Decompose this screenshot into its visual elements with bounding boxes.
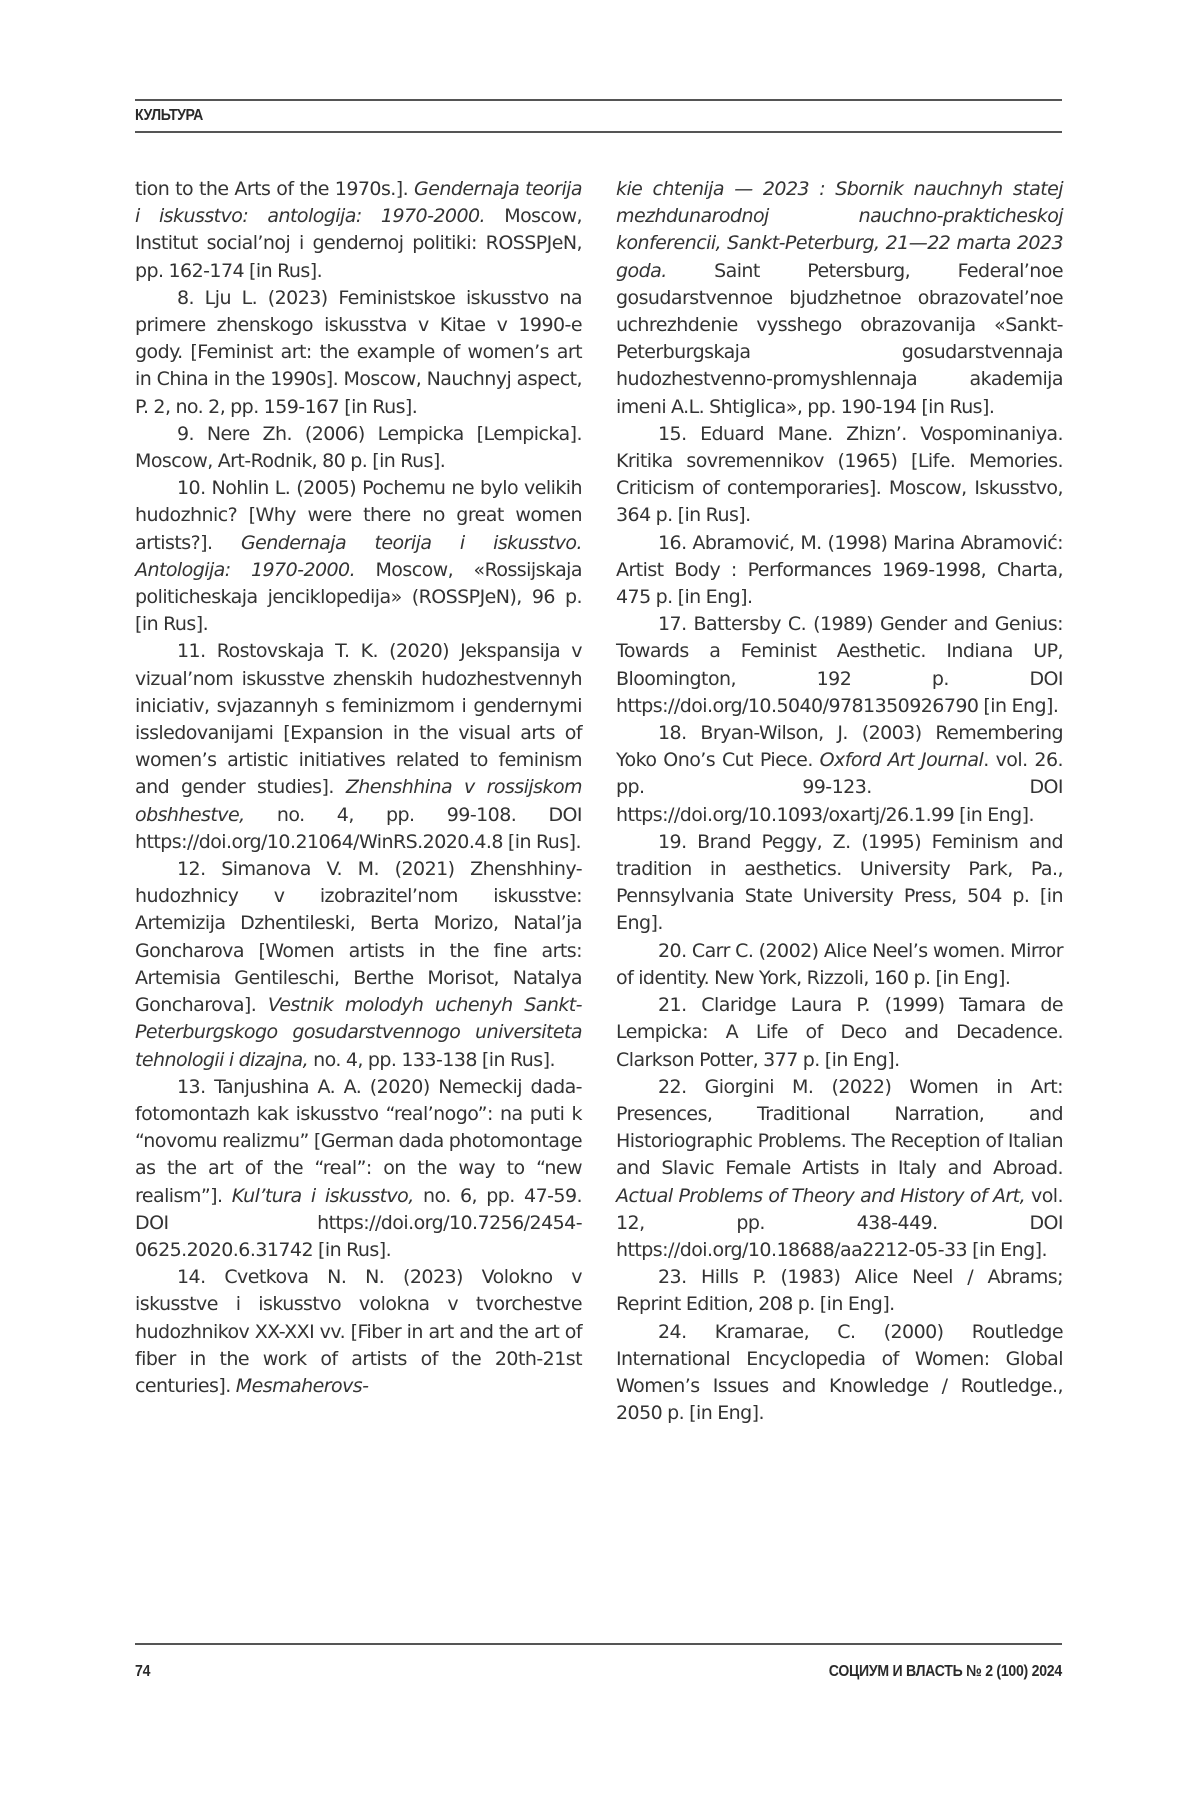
reference-text: 22. Giorgini M. (2022) Women in Art: Presences, Traditional Narration, and Historiographic Problems. The Reception of Italian and Slavic Female Artists in Italy and Abroad. <box>616 1075 1063 1180</box>
references-column-right <box>616 176 1063 1427</box>
reference-item <box>135 475 582 638</box>
reference-text: 15. Eduard Mane. Zhizn’. Vospominaniya. Kritika sovremennikov (1965) [Life. Memories. Criticism of contemporaries]. Moscow, Iskusstvo, 364 p. [in Rus]. <box>616 422 1063 527</box>
header-rule-bottom <box>135 131 1062 133</box>
reference-text: 11. Rostovskaja T. K. (2020) Jekspansija v vizual’nom iskusstve zhenskih hudozhestvennyh iniciativ, svjazannyh s feminizmom i gendernymi issledovanijami [Expansion in the visual arts of women’s artistic initiatives related to feminism and gender studies]. <box>135 640 582 799</box>
reference-text: 10. Nohlin L. (2005) Pochemu ne bylo velikih hudozhnic? [Why were there no great women artists?]. <box>135 477 582 554</box>
reference-text: Moscow, «Rossijskaja politicheskaja jenciklopedija» (ROSSPJeN), 96 p. [in Rus]. <box>135 558 582 636</box>
reference-item <box>616 992 1063 1074</box>
reference-item <box>616 1319 1063 1428</box>
reference-text: Moscow, Institut social’noj i gendernoj politiki: ROSSPJeN, pp. 162-174 [in Rus]. <box>135 205 582 282</box>
reference-item <box>135 1264 582 1400</box>
reference-text: 16. Abramović, M. (1998) Marina Abramović: Artist Body : Performances 1969-1998, Charta, 475 p. [in Eng]. <box>616 531 1063 609</box>
page-number: 74 <box>135 1663 151 1680</box>
reference-source-title: Mesmaherovs- <box>235 1374 369 1397</box>
reference-source-title: Actual Problems of Theory and History of Art, <box>616 1184 1026 1207</box>
references-column-left <box>135 176 582 1400</box>
reference-item <box>135 1074 582 1264</box>
reference-text: 8. Lju L. (2023) Feministskoe iskusstvo na primere zhenskogo iskusstva v Kitae v 1990-e gody. [Feminist art: the example of women’s art in China in the 1990s]. Moscow, Nauchnyj aspect, P. 2, no. 2, pp. 159-167 [in Rus]. <box>135 286 582 418</box>
reference-item <box>135 638 582 856</box>
reference-source-title: Gendernaja teorija i iskusstvo: antologija: 1970-2000. <box>135 178 582 228</box>
reference-text: no. 6, pp. 47-59. DOI https://doi.org/10.7256/2454-0625.2020.6.31742 [in Rus]. <box>135 1184 582 1261</box>
reference-text: 19. Brand Peggy, Z. (1995) Feminism and tradition in aesthetics. University Park, Pa., Pennsylvania State University Press, 504 p. [in Eng]. <box>616 830 1063 935</box>
reference-source-title: Kul’tura i iskusstvo, <box>231 1184 414 1207</box>
reference-source-title: Zhenshhina v rossijskom obshhestve, <box>135 776 582 826</box>
reference-item <box>135 176 582 285</box>
reference-source-title: kie chtenija — 2023 : Sbornik nauchnyh statej mezhdunarodnoj nauchno-prakticheskoj konferencii, Sankt-Peterburg, 21—22 marta 2023 goda. <box>616 178 1063 282</box>
reference-source-title: Oxford Art Journal <box>819 749 984 772</box>
reference-item <box>135 285 582 421</box>
reference-text: no. 4, pp. 133-138 [in Rus]. <box>308 1048 555 1071</box>
reference-text: 18. Bryan-Wilson, J. (2003) Remembering Yoko Ono’s Cut Piece. <box>616 722 1063 772</box>
reference-item <box>135 856 582 1074</box>
reference-item <box>616 1264 1063 1318</box>
reference-source-title: Vestnik molodyh uchenyh Sankt-Peterburgskogo gosudarstvennogo universiteta tehnologii i dizajna, <box>135 994 582 1071</box>
reference-text: . vol. 26. pp. 99-123. DOI https://doi.org/10.1093/oxartj/26.1.99 [in Eng]. <box>616 749 1063 826</box>
reference-text: Saint Petersburg, Federal’noe gosudarstvennoe bjudzhetnoe obrazovatel’noe uchrezhdenie vysshego obrazovanija «Sankt-Peterburgskaja gosudarstvennaja hudozhestvenno-promyshlennaja akademija imeni A.L. Shtiglica», pp. 190-194 [in Rus]. <box>616 259 1063 418</box>
reference-text: no. 4, pp. 99-108. DOI https://doi.org/10.21064/WinRS.2020.4.8 [in Rus]. <box>135 803 582 853</box>
header-rule-top <box>135 99 1062 101</box>
reference-text: vol. 12, pp. 438-449. DOI https://doi.org/10.18688/aa2212-05-33 [in Eng]. <box>616 1184 1063 1261</box>
reference-text: 17. Battersby C. (1989) Gender and Genius: Towards a Feminist Aesthetic. Indiana UP, Bloomington, 192 p. DOI https://doi.org/10.5040/9781350926790 [in Eng]. <box>616 613 1063 717</box>
reference-source-title: Gendernaja teorija i iskusstvo. Antologija: 1970-2000. <box>135 531 582 581</box>
reference-text: 9. Nere Zh. (2006) Lempicka [Lempicka]. Moscow, Art-Rodnik, 80 p. [in Rus]. <box>135 422 582 473</box>
reference-text: 23. Hills P. (1983) Alice Neel / Abrams; Reprint Edition, 208 p. [in Eng]. <box>616 1266 1063 1316</box>
reference-text: tion to the Arts of the 1970s.]. <box>135 178 415 200</box>
reference-item <box>616 611 1063 720</box>
running-head-section: КУЛЬТУРА <box>135 107 203 124</box>
reference-text: 24. Kramarae, C. (2000) Routledge International Encyclopedia of Women: Global Women’s Issues and Knowledge / Routledge., 2050 p. [in Eng]. <box>616 1320 1063 1425</box>
reference-item <box>616 421 1063 530</box>
reference-text: 12. Simanova V. M. (2021) Zhenshhiny-hudozhnicy v izobrazitel’nom iskusstve: Artemizija Dzhentileski, Berta Morizo, Natal’ja Goncharova [Women artists in the fine arts: Artemisia Gentileschi, Berthe Morisot, Natalya Goncharova]. <box>135 858 582 1017</box>
reference-item <box>616 720 1063 829</box>
reference-text: 13. Tanjushina A. A. (2020) Nemeckij dada-fotomontazh kak iskusstvo “real’nogo”: na puti k “novomu realizmu” [German dada photomontage as the art of the “real”: on the way to “new realism”]. <box>135 1075 582 1207</box>
reference-item <box>135 421 582 475</box>
journal-title: СОЦИУМ И ВЛАСТЬ № 2 (100) 2024 <box>828 1663 1062 1680</box>
reference-item <box>616 938 1063 992</box>
reference-item <box>616 530 1063 612</box>
reference-item <box>616 829 1063 938</box>
reference-text: 14. Cvetkova N. N. (2023) Volokno v iskusstve i iskusstvo volokna v tvorchestve hudozhnikov XX-XXI vv. [Fiber in art and the art of fiber in the work of artists of the 20th-21st centuries]. <box>135 1266 582 1397</box>
reference-text: 20. Carr C. (2002) Alice Neel’s women. Mirror of identity. New York, Rizzoli, 160 p. [in Eng]. <box>616 939 1063 989</box>
footer-rule <box>135 1643 1062 1645</box>
reference-item <box>616 1074 1063 1264</box>
reference-text: 21. Claridge Laura P. (1999) Tamara de Lempicka: A Life of Deco and Decadence. Clarkson Potter, 377 p. [in Eng]. <box>616 994 1063 1071</box>
reference-item <box>616 176 1063 421</box>
